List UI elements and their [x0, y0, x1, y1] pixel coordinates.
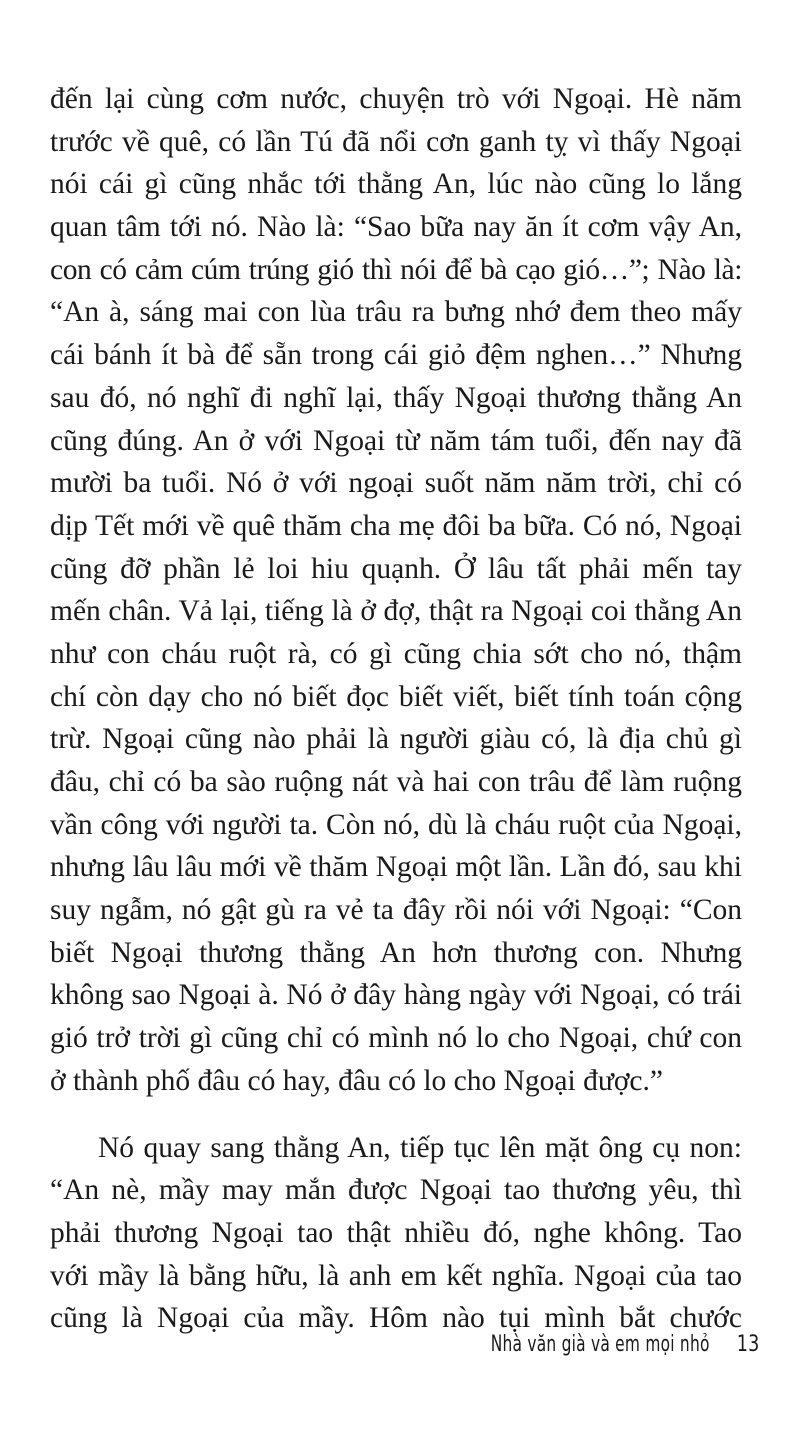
- text-line: nhưng lâu lâu mới về thăm Ngoại một lần. Lần đó, sau khi: [50, 851, 742, 884]
- text-line: mười ba tuổi. Nó ở với ngoại suốt năm năm trời, chỉ có: [50, 467, 742, 500]
- text-line: cái bánh ít bà để sẵn trong cái giỏ đệm nghen…” Nhưng: [50, 339, 742, 372]
- page-number: 13: [737, 1332, 760, 1357]
- text-line: vần công với người ta. Còn nó, dù là cháu ruột của Ngoại,: [50, 808, 742, 841]
- text-line: cũng đỡ phần lẻ loi hiu quạnh. Ở lâu tất phải mến tay: [50, 552, 742, 585]
- paragraph-gap: [50, 1103, 742, 1127]
- text-line: trước về quê, có lần Tú đã nổi cơn ganh tỵ vì thấy Ngoại: [50, 125, 742, 158]
- text-line: dịp Tết mới về quê thăm cha mẹ đôi ba bữa. Có nó, Ngoại: [50, 509, 742, 542]
- paragraph-1: [50, 78, 742, 1103]
- text-line: “An à, sáng mai con lùa trâu ra bưng nhớ đem theo mấy: [50, 296, 742, 329]
- text-line: Nó quay sang thằng An, tiếp tục lên mặt ông cụ non:: [98, 1131, 742, 1164]
- text-line: suy ngẫm, nó gật gù ra vẻ ta đây rồi nói với Ngoại: “Con: [50, 894, 742, 927]
- text-line: đâu, chỉ có ba sào ruộng nát và hai con trâu để làm ruộng: [50, 766, 742, 798]
- text-line: gió trở trời gì cũng chỉ có mình nó lo cho Ngoại, chứ con: [50, 1022, 742, 1055]
- text-line: như con cháu ruột rà, có gì cũng chia sớt cho nó, thậm: [50, 637, 742, 670]
- text-line: mến chân. Vả lại, tiếng là ở đợ, thật ra Ngoại coi thằng An: [50, 595, 742, 628]
- running-title: Nhà văn già và em mọi nhỏ: [491, 1332, 711, 1357]
- text-line: không sao Ngoại à. Nó ở đây hàng ngày với Ngoại, có trái: [50, 979, 742, 1012]
- text-line: phải thương Ngoại tao thật nhiều đó, nghe không. Tao: [50, 1216, 742, 1249]
- text-line: nói cái gì cũng nhắc tới thằng An, lúc nào cũng lo lắng: [50, 168, 742, 201]
- text-line: ở thành phố đâu có hay, đâu có lo cho Ngoại được.”: [50, 1064, 663, 1097]
- text-line: chí còn dạy cho nó biết đọc biết viết, biết tính toán cộng: [50, 680, 742, 713]
- text-line: đến lại cùng cơm nước, chuyện trò với Ngoại. Hè năm: [50, 83, 742, 115]
- text-line: với mầy là bằng hữu, là anh em kết nghĩa. Ngoại của tao: [50, 1259, 742, 1292]
- text-line: con có cảm cúm trúng gió thì nói để bà cạo gió…”; Nào là:: [50, 253, 742, 286]
- text-line: sau đó, nó nghĩ đi nghĩ lại, thấy Ngoại thương thằng An: [50, 381, 742, 414]
- body-text: [50, 78, 742, 1340]
- text-line: cũng là Ngoại của mầy. Hôm nào tụi mình bắt chước: [50, 1302, 742, 1335]
- text-line: “An nè, mầy may mắn được Ngoại tao thương yêu, thì: [50, 1174, 742, 1207]
- page-footer: [429, 1332, 760, 1357]
- text-line: trừ. Ngoại cũng nào phải là người giàu có, là địa chủ gì: [50, 723, 742, 756]
- text-line: quan tâm tới nó. Nào là: “Sao bữa nay ăn ít cơm vậy An,: [50, 211, 742, 244]
- paragraph-2: [50, 1127, 742, 1340]
- text-line: biết Ngoại thương thằng An hơn thương con. Nhưng: [50, 936, 742, 969]
- text-line: cũng đúng. An ở với Ngoại từ năm tám tuổi, đến nay đã: [50, 424, 742, 457]
